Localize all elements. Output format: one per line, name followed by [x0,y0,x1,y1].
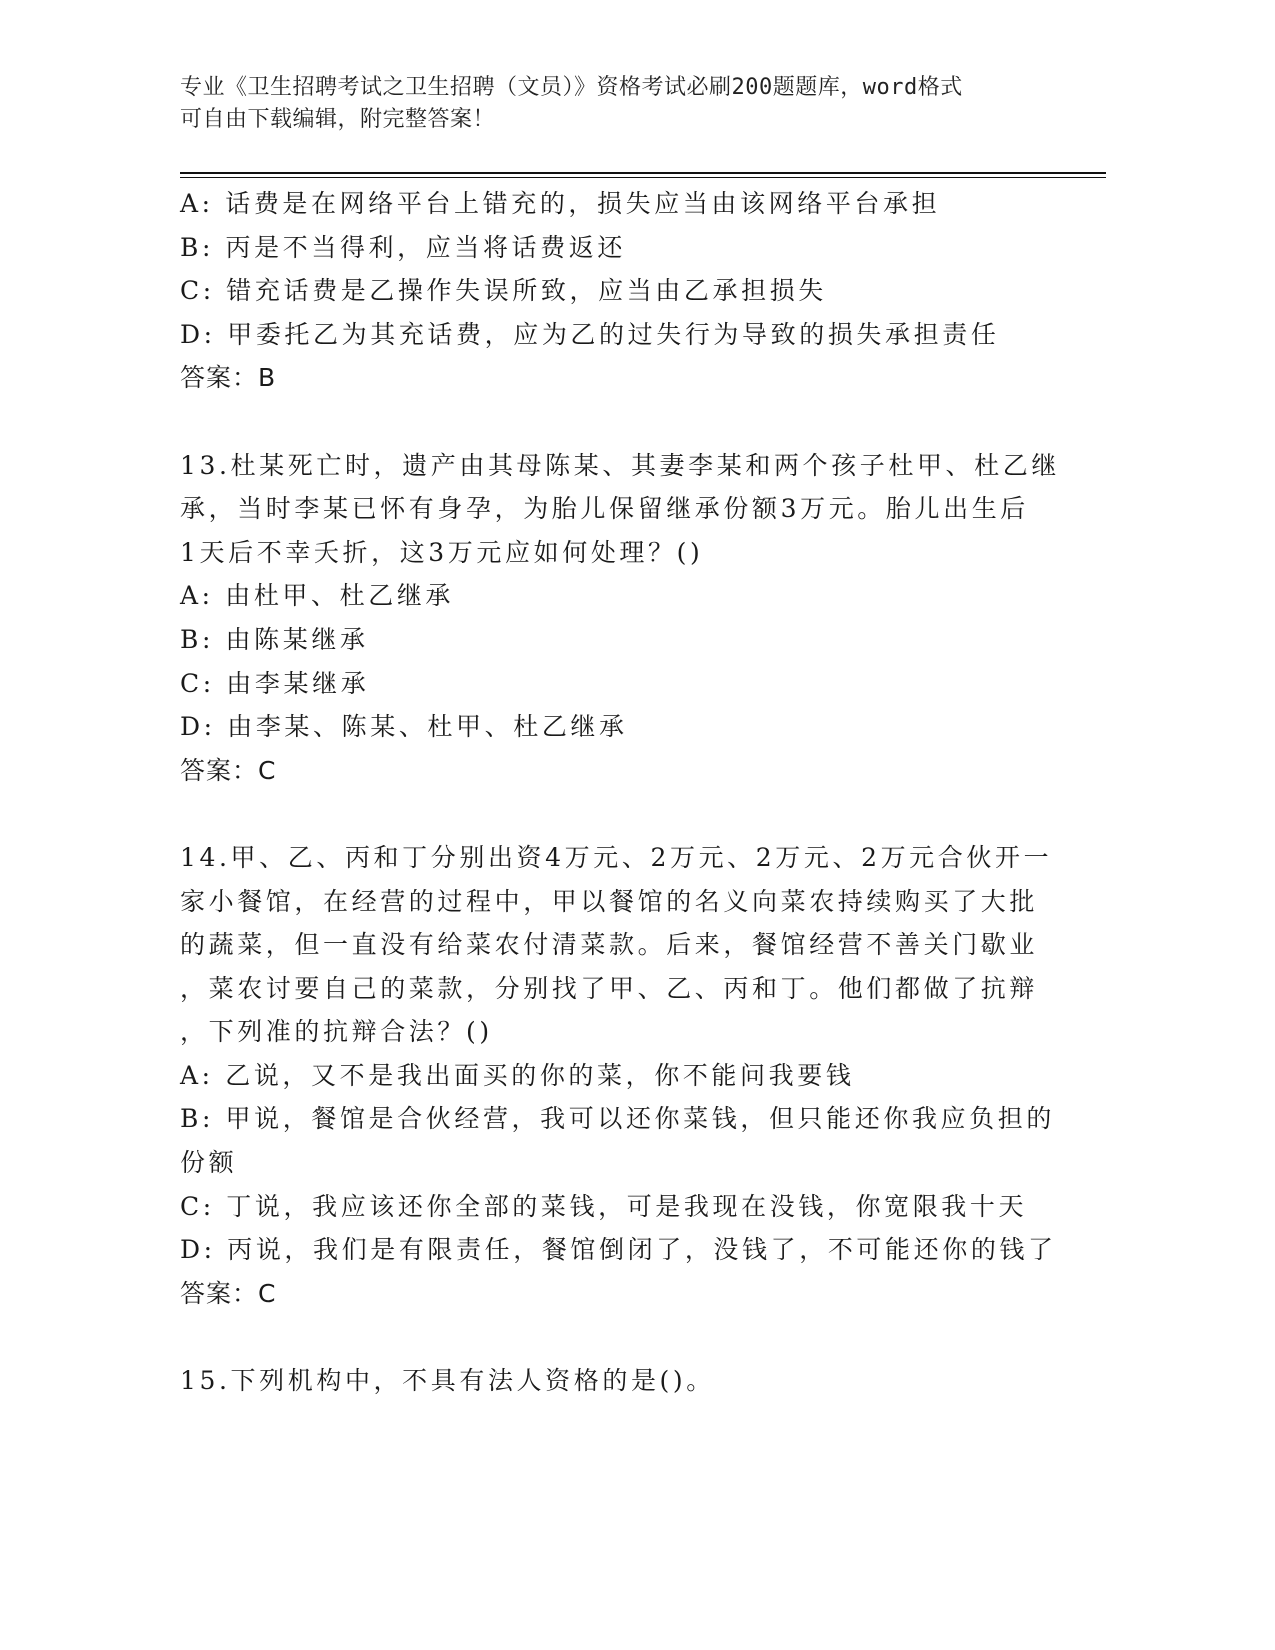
option-b: B: 丙是不当得利，应当将话费返还 [180,232,626,262]
header-divider-thick [180,172,1106,174]
question-15 [180,1359,1080,1403]
answer-line: 答案：C [180,755,277,785]
question-stem-line: 14.甲、乙、丙和丁分别出资4万元、2万元、2万元、2万元合伙开一 [180,842,1053,872]
option-a: A: 由杜甲、杜乙继承 [180,581,455,611]
option-d: D: 由李某、陈某、杜甲、杜乙继承 [180,712,628,742]
answer-line: 答案：B [180,363,277,393]
header-line-1: 专业《卫生招聘考试之卫生招聘（文员）》资格考试必刷200题题库，word格式 [180,75,963,100]
question-stem-line: 的蔬菜，但一直没有给菜农付清菜款。后来，餐馆经营不善关门歇业 [180,930,1039,960]
question-content [180,182,1080,1403]
option-c: C: 丁说，我应该还你全部的菜钱，可是我现在没钱，你宽限我十天 [180,1191,1028,1221]
option-a: A: 乙说，又不是我出面买的你的菜，你不能问我要钱 [180,1060,855,1090]
question-stem-line: 1天后不幸夭折，这3万元应如何处理？() [180,537,704,567]
option-c: C: 由李某继承 [180,668,370,698]
header-divider-thin [180,177,1106,178]
question-stem-line: ，下列准的抗辩合法？() [180,1017,493,1047]
spacer [180,400,1080,444]
question-13 [180,444,1080,793]
option-c: C: 错充话费是乙操作失误所致，应当由乙承担损失 [180,276,827,306]
header-line-2: 可自由下载编辑，附完整答案！ [180,107,496,132]
question-14 [180,836,1080,1316]
question-stem-line: 15.下列机构中，不具有法人资格的是()。 [180,1366,715,1396]
question-stem-line: 13.杜某死亡时，遗产由其母陈某、其妻李某和两个孩子杜甲、杜乙继 [180,450,1060,480]
option-d: D: 丙说，我们是有限责任，餐馆倒闭了，没钱了，不可能还你的钱了 [180,1235,1057,1265]
document-header [180,72,1040,136]
spacer [180,792,1080,836]
question-stem-line: 家小餐馆，在经营的过程中，甲以餐馆的名义向菜农持续购买了大批 [180,886,1039,916]
option-b: B: 甲说，餐馆是合伙经营，我可以还你菜钱，但只能还你我应负担的 [180,1104,1055,1134]
answer-line: 答案：C [180,1278,277,1308]
option-b: B: 由陈某继承 [180,624,369,654]
option-b-continued: 份额 [180,1148,238,1178]
question-stem-line: ，菜农讨要自己的菜款，分别找了甲、乙、丙和丁。他们都做了抗辩 [180,973,1039,1003]
spacer [180,1315,1080,1359]
question-stem-line: 承，当时李某已怀有身孕，为胎儿保留继承份额3万元。胎儿出生后 [180,494,1029,524]
option-d: D: 甲委托乙为其充话费，应为乙的过失行为导致的损失承担责任 [180,319,1000,349]
question-12 [180,182,1080,400]
option-a: A: 话费是在网络平台上错充的，损失应当由该网络平台承担 [180,189,941,218]
